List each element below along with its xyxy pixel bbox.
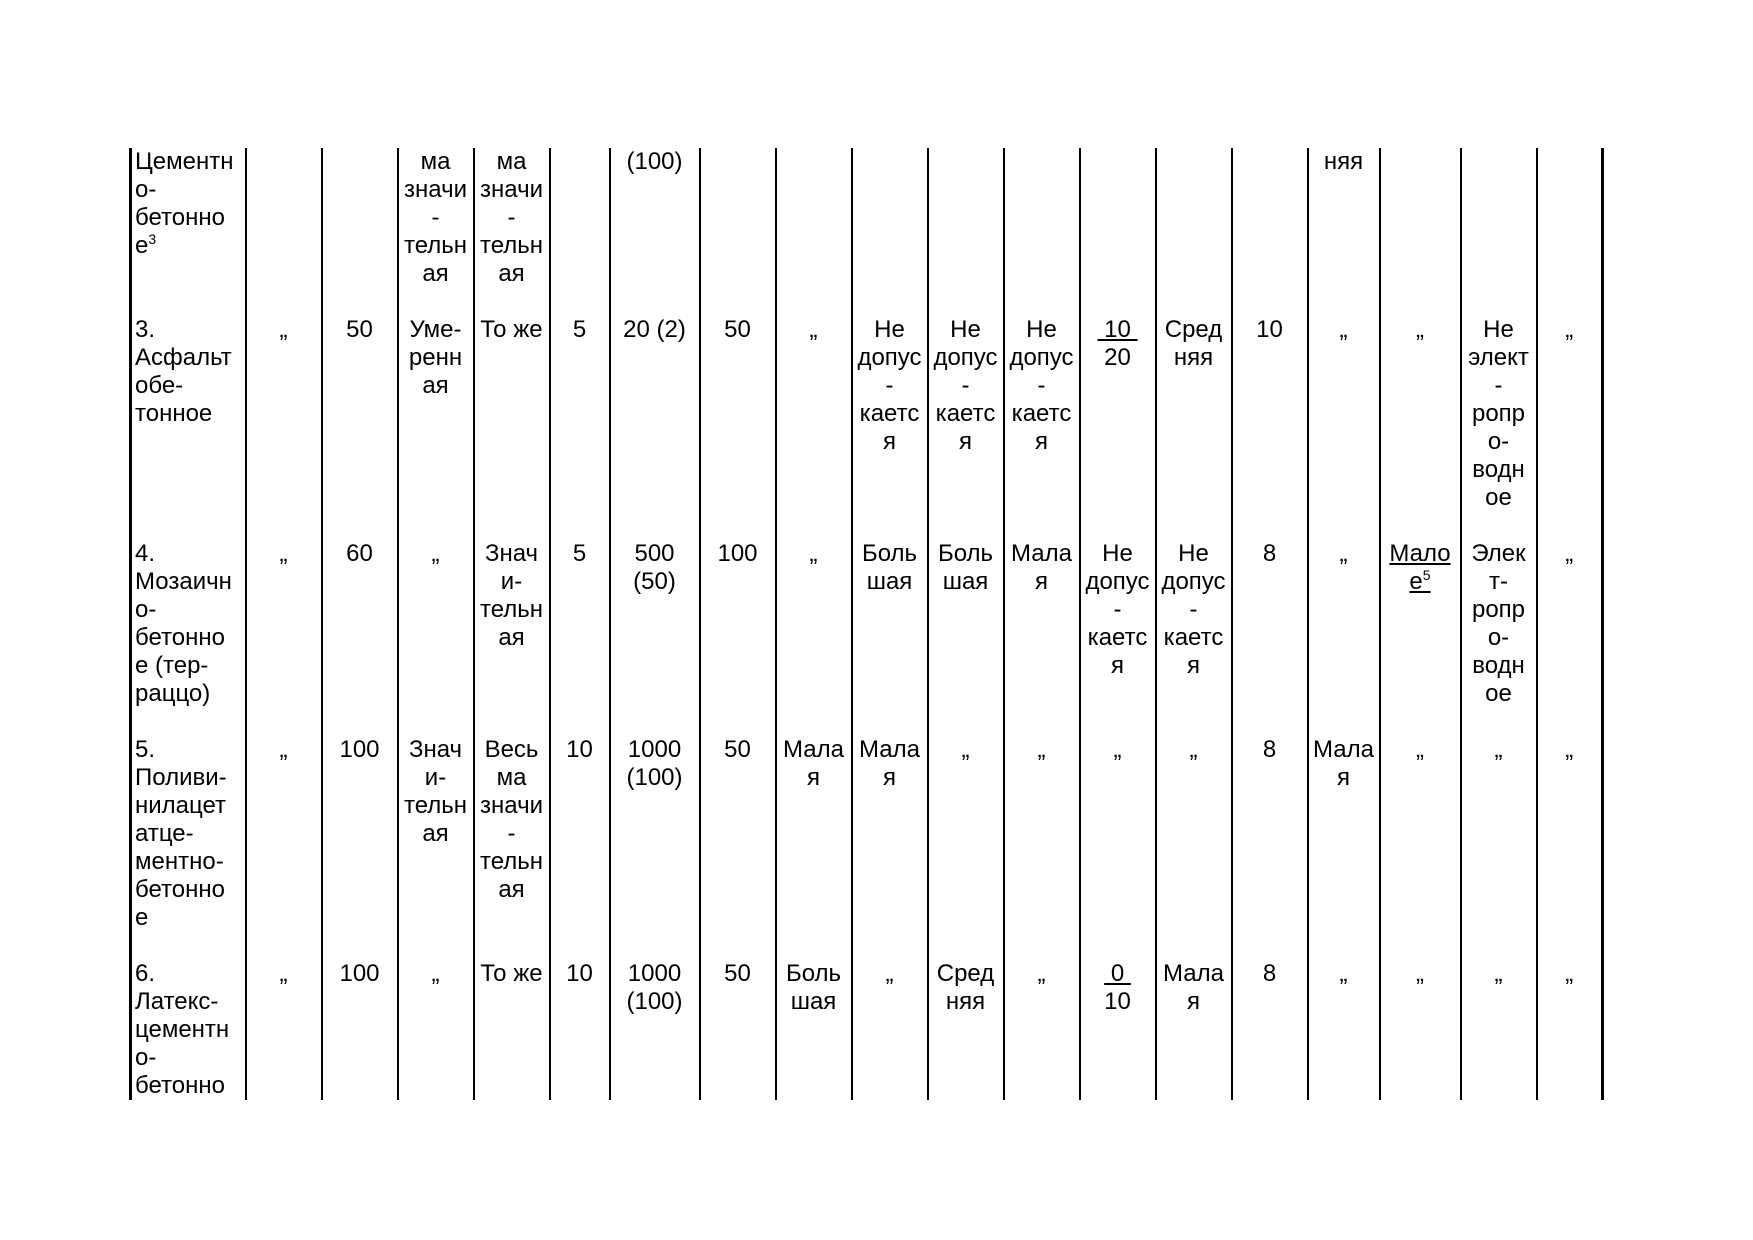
table-cell: Мала я	[776, 736, 852, 960]
table-cell	[1004, 148, 1080, 316]
table-cell: Сред няя	[1156, 316, 1232, 540]
table-cell: 1000 (100)	[610, 736, 700, 960]
table-cell	[1080, 148, 1156, 316]
table-cell: „	[852, 960, 928, 1100]
table-cell: Не элект - ропр о- водн ое	[1461, 316, 1537, 540]
fraction-numerator: 0	[1104, 960, 1131, 987]
table-cell: „	[1080, 736, 1156, 960]
table-cell: „	[1308, 960, 1380, 1100]
table-cell: „	[1380, 316, 1461, 540]
table-cell	[1156, 148, 1232, 316]
table-cell: Мала я	[852, 736, 928, 960]
table-cell: 8	[1232, 960, 1308, 1100]
table-row	[131, 736, 1603, 960]
table-cell	[852, 148, 928, 316]
table-cell: 20 (2)	[610, 316, 700, 540]
table-cell: „	[928, 736, 1004, 960]
table-cell: „	[1461, 736, 1537, 960]
table-cell: „	[1537, 960, 1603, 1100]
table-cell: „	[246, 540, 322, 736]
table-cell	[1380, 148, 1461, 316]
table-row	[131, 148, 1603, 316]
table-cell: Боль шая	[852, 540, 928, 736]
table-cell	[246, 148, 322, 316]
table-cell: „	[398, 960, 474, 1100]
table-cell: „	[246, 960, 322, 1100]
table-cell	[550, 148, 610, 316]
table-cell: „	[776, 540, 852, 736]
table-cell: (100)	[610, 148, 700, 316]
underlined-value: Мало $е^5$	[1389, 540, 1451, 595]
table-cell: „	[1537, 316, 1603, 540]
table-cell: То же	[474, 316, 550, 540]
table-cell: 10	[550, 960, 610, 1100]
table-cell	[1080, 316, 1156, 540]
table-cell: Не допус - каетс я	[1080, 540, 1156, 736]
table-cell: 1000 (100)	[610, 960, 700, 1100]
table-cell: „	[1380, 736, 1461, 960]
table-row	[131, 540, 1603, 736]
table-cell: „	[1537, 540, 1603, 736]
fraction-denominator: 20	[1104, 344, 1131, 371]
table-cell: Мала я	[1156, 960, 1232, 1100]
table-cell: Не допус - каетс я	[1156, 540, 1232, 736]
fraction-numerator: 10	[1097, 316, 1138, 343]
table-cell: „	[1156, 736, 1232, 960]
table-cell: 5	[550, 540, 610, 736]
table-cell: „	[1004, 960, 1080, 1100]
table-cell: 10	[550, 736, 610, 960]
table-cell: 500 (50)	[610, 540, 700, 736]
table-cell: няя	[1308, 148, 1380, 316]
table-cell: 50	[700, 736, 776, 960]
table-cell: То же	[474, 960, 550, 1100]
table-cell: Не допус - каетс я	[852, 316, 928, 540]
footnote-marker: 5	[1422, 567, 1431, 583]
table-cell	[700, 148, 776, 316]
table-cell: Не допус - каетс я	[1004, 316, 1080, 540]
table-cell: 8	[1232, 736, 1308, 960]
table-cell: „	[1004, 736, 1080, 960]
table-cell: „	[246, 316, 322, 540]
table-cell: Весь ма значи - тельн ая	[474, 736, 550, 960]
footnote-marker: 3	[148, 231, 157, 247]
table-cell: „	[1308, 540, 1380, 736]
table-cell: „	[1308, 316, 1380, 540]
table-cell	[1080, 960, 1156, 1100]
table-row	[131, 960, 1603, 1100]
table-cell: 60	[322, 540, 398, 736]
material-name-cell: Цементн о- бетонно $е^3$	[131, 148, 246, 316]
table-cell	[1380, 540, 1461, 736]
material-name-cell: 6. Латекс- цементн о- бетонно	[131, 960, 246, 1100]
table-cell: Мала я	[1308, 736, 1380, 960]
table-cell	[1537, 148, 1603, 316]
table-cell: „	[776, 316, 852, 540]
table-cell: Боль шая	[776, 960, 852, 1100]
flooring-properties-table	[129, 148, 1604, 1100]
table-cell	[1461, 148, 1537, 316]
table-cell: 100	[322, 736, 398, 960]
table-cell: Знач и- тельн ая	[474, 540, 550, 736]
fraction-denominator: 10	[1104, 988, 1131, 1015]
table-cell: 100	[700, 540, 776, 736]
table-cell: Мала я	[1004, 540, 1080, 736]
table-cell	[928, 148, 1004, 316]
table-cell: Боль шая	[928, 540, 1004, 736]
table-cell	[322, 148, 398, 316]
table-cell: 8	[1232, 540, 1308, 736]
table-cell: Знач и- тельн ая	[398, 736, 474, 960]
table-cell: „	[1380, 960, 1461, 1100]
table-row	[131, 316, 1603, 540]
table-cell: 5	[550, 316, 610, 540]
table-cell: 100	[322, 960, 398, 1100]
table-cell: „	[246, 736, 322, 960]
table-cell: 50	[322, 316, 398, 540]
table-cell: „	[1537, 736, 1603, 960]
table-cell: „	[398, 540, 474, 736]
material-name-cell: 5. Поливи- нилацет атце- ментно- бетонно е	[131, 736, 246, 960]
table-cell: 50	[700, 960, 776, 1100]
table-cell: Элек т- ропр о- водн ое	[1461, 540, 1537, 736]
table-cell: „	[1461, 960, 1537, 1100]
table-cell	[1232, 148, 1308, 316]
table-cell: 50	[700, 316, 776, 540]
table-cell: 10	[1232, 316, 1308, 540]
table-cell: Уме- ренн ая	[398, 316, 474, 540]
table-cell: Не допус - каетс я	[928, 316, 1004, 540]
material-name-cell: 3. Асфальт обе- тонное	[131, 316, 246, 540]
table-cell	[776, 148, 852, 316]
material-name-cell: 4. Мозаичн о- бетонно е (тер- раццо)	[131, 540, 246, 736]
table-cell: ма значи - тельн ая	[474, 148, 550, 316]
table-cell: ма значи - тельн ая	[398, 148, 474, 316]
table-cell: Сред няя	[928, 960, 1004, 1100]
